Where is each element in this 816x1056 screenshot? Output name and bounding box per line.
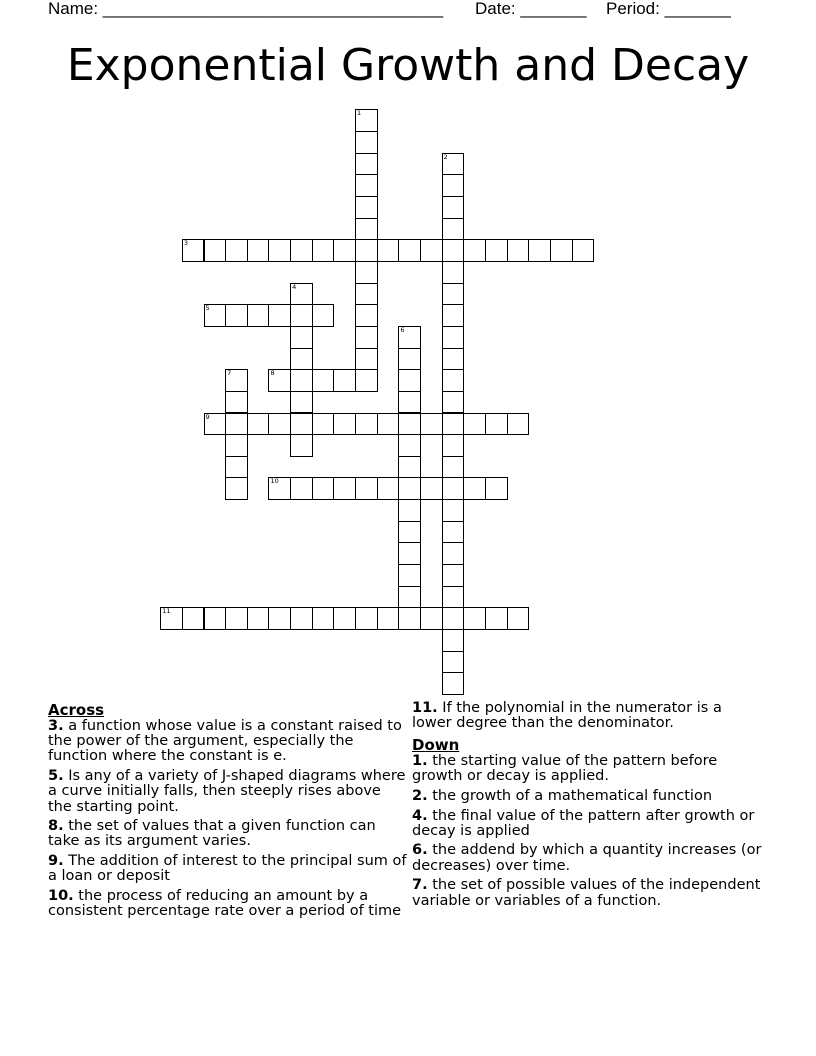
clue-down-2 xyxy=(412,789,762,804)
cell-number: 5 xyxy=(205,304,210,313)
grid-cell[interactable] xyxy=(398,391,421,414)
grid-cell[interactable] xyxy=(398,456,421,479)
grid-cell[interactable] xyxy=(463,477,486,500)
grid-cell[interactable] xyxy=(268,413,291,436)
clue-across-5 xyxy=(48,769,408,815)
grid-cell[interactable] xyxy=(442,369,465,392)
clue-number: 11. xyxy=(412,700,438,716)
grid-cell[interactable] xyxy=(247,239,270,262)
grid-cell[interactable] xyxy=(247,304,270,327)
grid-cell[interactable] xyxy=(247,607,270,630)
grid-cell[interactable] xyxy=(463,239,486,262)
grid-cell[interactable] xyxy=(333,413,356,436)
clue-number: 4. xyxy=(412,807,428,824)
grid-cell[interactable] xyxy=(204,239,227,262)
grid-cell[interactable] xyxy=(398,239,421,262)
clue-text: the set of possible values of the independent variable or variables of a function. xyxy=(412,877,761,909)
grid-cell[interactable] xyxy=(355,131,378,154)
grid-cell[interactable] xyxy=(398,434,421,457)
clue-across-11 xyxy=(412,701,762,731)
grid-cell[interactable] xyxy=(398,348,421,371)
grid-cell[interactable] xyxy=(442,564,465,587)
grid-cell[interactable] xyxy=(204,413,227,436)
grid-cell[interactable] xyxy=(398,369,421,392)
grid-cell[interactable] xyxy=(550,239,573,262)
down-heading: Down xyxy=(412,735,460,754)
grid-cell[interactable] xyxy=(204,607,227,630)
grid-cell[interactable] xyxy=(290,391,313,414)
grid-cell[interactable] xyxy=(507,607,530,630)
grid-cell[interactable] xyxy=(355,109,378,132)
across-heading: Across xyxy=(48,701,105,719)
grid-cell[interactable] xyxy=(355,174,378,197)
clue-text: the starting value of the pattern before growth or decay is applied. xyxy=(412,752,718,785)
grid-cell[interactable] xyxy=(442,542,465,565)
clue-text: The addition of interest to the principal sum of a loan or deposit xyxy=(48,853,407,885)
grid-cell[interactable] xyxy=(398,413,421,436)
clue-text: a function whose value is a constant raised to the power of the argument, especially the function where the constant is e. xyxy=(48,718,402,765)
cell-number: 4 xyxy=(292,282,297,291)
grid-cell[interactable] xyxy=(312,239,335,262)
clue-number: 9. xyxy=(48,853,64,870)
grid-cell[interactable] xyxy=(442,218,465,241)
cell-number: 8 xyxy=(270,369,275,378)
clue-number: 2. xyxy=(412,787,428,804)
grid-cell[interactable] xyxy=(377,239,400,262)
grid-cell[interactable] xyxy=(463,413,486,436)
clue-number: 7. xyxy=(412,877,428,894)
clue-text: Is any of a variety of J-shaped diagrams where a curve initially falls, then steeply rises above the starting point. xyxy=(48,768,406,815)
grid-cell[interactable] xyxy=(290,434,313,457)
grid-cell[interactable] xyxy=(442,456,465,479)
period-field[interactable]: Period: _______ xyxy=(606,0,731,18)
grid-cell[interactable] xyxy=(485,413,508,436)
grid-cell[interactable] xyxy=(355,348,378,371)
clue-across-10 xyxy=(48,889,408,919)
grid-cell[interactable] xyxy=(268,239,291,262)
grid-cell[interactable] xyxy=(225,369,248,392)
grid-cell[interactable] xyxy=(442,326,465,349)
page-title: Exponential Growth and Decay xyxy=(66,40,750,91)
clue-number: 6. xyxy=(412,842,428,859)
clue-text: the addend by which a quantity increases (or decreases) over time. xyxy=(412,842,762,874)
grid-cell[interactable] xyxy=(290,239,313,262)
grid-cell[interactable] xyxy=(442,651,465,674)
grid-cell[interactable] xyxy=(160,607,183,630)
grid-cell[interactable] xyxy=(442,196,465,219)
grid-cell[interactable] xyxy=(355,413,378,436)
grid-cell[interactable] xyxy=(398,477,421,500)
grid-cell[interactable] xyxy=(485,607,508,630)
grid-cell[interactable] xyxy=(225,456,248,479)
grid-cell[interactable] xyxy=(355,218,378,241)
grid-cell[interactable] xyxy=(225,607,248,630)
grid-cell[interactable] xyxy=(377,607,400,630)
grid-cell[interactable] xyxy=(182,239,205,262)
grid-cell[interactable] xyxy=(312,304,335,327)
grid-cell[interactable] xyxy=(442,174,465,197)
grid-cell[interactable] xyxy=(225,477,248,500)
grid-cell[interactable] xyxy=(398,564,421,587)
date-field[interactable]: Date: _______ xyxy=(475,0,587,18)
grid-cell[interactable] xyxy=(442,499,465,522)
grid-cell[interactable] xyxy=(355,607,378,630)
clues-right-column xyxy=(412,701,762,913)
grid-cell[interactable] xyxy=(355,153,378,176)
grid-cell[interactable] xyxy=(485,477,508,500)
grid-cell[interactable] xyxy=(442,153,465,176)
grid-cell[interactable] xyxy=(485,239,508,262)
grid-cell[interactable] xyxy=(377,413,400,436)
grid-cell[interactable] xyxy=(442,304,465,327)
grid-cell[interactable] xyxy=(442,261,465,284)
clue-down-6 xyxy=(412,843,762,873)
clues-left-column xyxy=(48,701,408,924)
grid-cell[interactable] xyxy=(333,369,356,392)
grid-cell[interactable] xyxy=(355,477,378,500)
grid-cell[interactable] xyxy=(442,586,465,609)
cell-number: 10 xyxy=(270,477,279,486)
grid-cell[interactable] xyxy=(225,239,248,262)
clue-number: 8. xyxy=(48,818,64,835)
grid-cell[interactable] xyxy=(290,326,313,349)
grid-cell[interactable] xyxy=(398,326,421,349)
grid-cell[interactable] xyxy=(442,477,465,500)
name-field[interactable]: Name: ____________________________________ xyxy=(48,0,444,18)
grid-cell[interactable] xyxy=(442,672,465,695)
clue-number: 10. xyxy=(48,888,74,905)
grid-cell[interactable] xyxy=(312,477,335,500)
grid-cell[interactable] xyxy=(225,304,248,327)
grid-cell[interactable] xyxy=(333,477,356,500)
grid-cell[interactable] xyxy=(290,348,313,371)
grid-cell[interactable] xyxy=(290,607,313,630)
grid-cell[interactable] xyxy=(507,413,530,436)
grid-cell[interactable] xyxy=(355,283,378,306)
grid-cell[interactable] xyxy=(247,413,270,436)
clue-text: the process of reducing an amount by a consistent percentage rate over a period of time xyxy=(48,888,402,920)
grid-cell[interactable] xyxy=(290,369,313,392)
grid-cell[interactable] xyxy=(442,521,465,544)
grid-cell[interactable] xyxy=(377,477,400,500)
grid-cell[interactable] xyxy=(268,477,291,500)
grid-cell[interactable] xyxy=(528,239,551,262)
clue-down-7 xyxy=(412,878,762,908)
grid-cell[interactable] xyxy=(463,607,486,630)
grid-cell[interactable] xyxy=(312,413,335,436)
grid-cell[interactable] xyxy=(442,629,465,652)
grid-cell[interactable] xyxy=(507,239,530,262)
grid-cell[interactable] xyxy=(355,261,378,284)
grid-cell[interactable] xyxy=(204,304,227,327)
grid-cell[interactable] xyxy=(290,413,313,436)
grid-cell[interactable] xyxy=(355,304,378,327)
cell-number: 2 xyxy=(443,152,448,161)
clue-number: 5. xyxy=(48,768,64,785)
grid-cell[interactable] xyxy=(442,348,465,371)
grid-cell[interactable] xyxy=(442,607,465,630)
cell-number: 7 xyxy=(227,369,232,378)
grid-cell[interactable] xyxy=(225,391,248,414)
grid-cell[interactable] xyxy=(333,607,356,630)
grid-cell[interactable] xyxy=(312,607,335,630)
grid-cell[interactable] xyxy=(290,304,313,327)
grid-cell[interactable] xyxy=(333,239,356,262)
grid-cell[interactable] xyxy=(182,607,205,630)
grid-cell[interactable] xyxy=(398,542,421,565)
grid-cell[interactable] xyxy=(420,607,443,630)
cell-number: 9 xyxy=(205,412,210,421)
grid-cell[interactable] xyxy=(420,239,443,262)
cell-number: 1 xyxy=(357,109,362,118)
grid-cell[interactable] xyxy=(572,239,595,262)
grid-cell[interactable] xyxy=(420,477,443,500)
clue-number: 1. xyxy=(412,752,428,769)
clue-down-4 xyxy=(412,809,762,839)
clue-across-3 xyxy=(48,719,408,765)
cell-number: 6 xyxy=(400,325,405,334)
clue-text: If the polynomial in the numerator is a lower degree than the denominator. xyxy=(412,700,722,732)
clue-text: the set of values that a given function can take as its argument varies. xyxy=(48,818,376,850)
cell-number: 3 xyxy=(183,239,188,248)
grid-cell[interactable] xyxy=(442,434,465,457)
clue-down-1 xyxy=(412,754,762,784)
grid-cell[interactable] xyxy=(398,607,421,630)
grid-cell[interactable] xyxy=(268,369,291,392)
clue-across-9 xyxy=(48,854,408,884)
grid-cell[interactable] xyxy=(268,304,291,327)
grid-cell[interactable] xyxy=(312,369,335,392)
grid-cell[interactable] xyxy=(225,434,248,457)
grid-cell[interactable] xyxy=(442,239,465,262)
grid-cell[interactable] xyxy=(442,413,465,436)
grid-cell[interactable] xyxy=(355,239,378,262)
grid-cell[interactable] xyxy=(290,477,313,500)
grid-cell[interactable] xyxy=(398,521,421,544)
grid-cell[interactable] xyxy=(355,369,378,392)
clue-text: the final value of the pattern after growth or decay is applied xyxy=(412,807,755,839)
grid-cell[interactable] xyxy=(398,586,421,609)
clue-text: the growth of a mathematical function xyxy=(432,787,713,804)
clue-number: 3. xyxy=(48,718,64,734)
grid-cell[interactable] xyxy=(268,607,291,630)
clue-across-8 xyxy=(48,819,408,849)
grid-cell[interactable] xyxy=(442,391,465,414)
grid-cell[interactable] xyxy=(398,499,421,522)
grid-cell[interactable] xyxy=(355,196,378,219)
grid-cell[interactable] xyxy=(355,326,378,349)
grid-cell[interactable] xyxy=(420,413,443,436)
grid-cell[interactable] xyxy=(442,283,465,306)
grid-cell[interactable] xyxy=(225,413,248,436)
cell-number: 11 xyxy=(162,607,171,616)
grid-cell[interactable] xyxy=(290,283,313,306)
